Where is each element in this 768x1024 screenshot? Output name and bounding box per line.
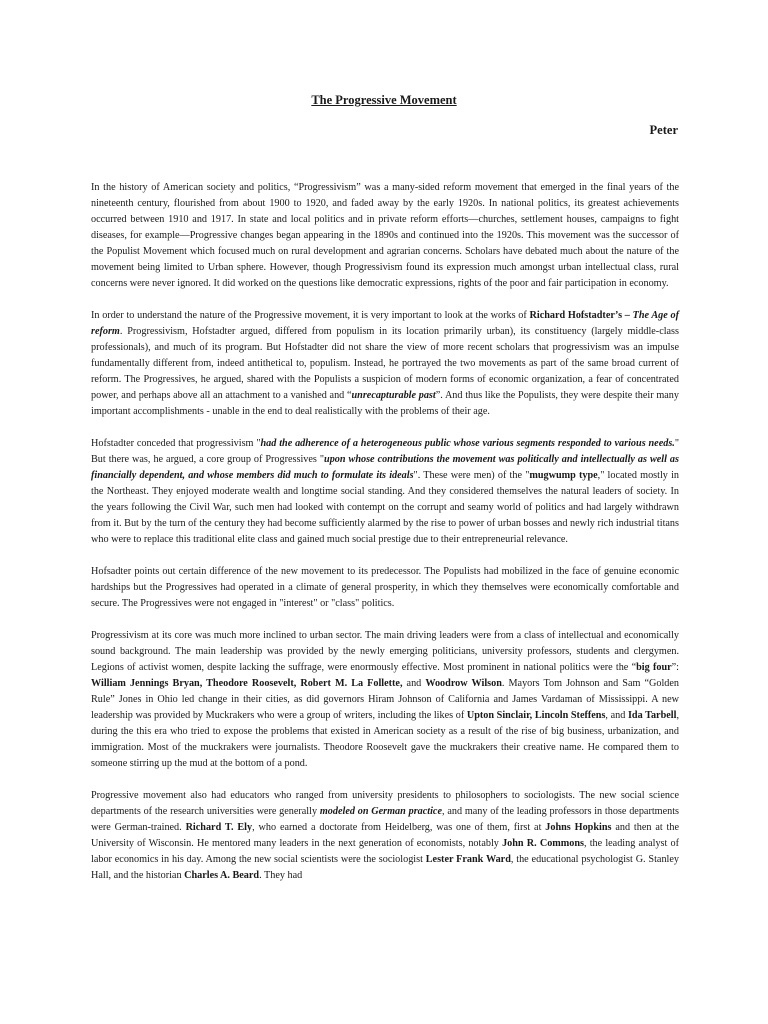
paragraph-text: . Progressivism, Hofstadter argued, differed from populism in its location primarily urban), its constituency (largely middle-class professionals), and much of its program. But Hofstadter did not share the view of more recent scholars that progressivism was an impulse fundamentally different from, indeed antithetical to, populism. Instead, he portrayed the two movements as part of the same broad current of reform. The Progressives, he argued, shared with the Populists a suspicion of modern forms of economic organization, a fear of concentrated power, and perhaps above all an attachment to a vanished and “ <box>91 326 679 401</box>
paragraph-text: , the educational psychologist G. Stanley Hall, and the historian <box>91 854 679 881</box>
paragraph-text: In the history of American society and politics, “Progressivism” was a many-sided reform movement that emerged in the final years of the nineteenth century, flourished from about 1900 to 1920, and faded away by the early 1920s. In national politics, its greatest achievements occurred between 1910 and 1917. In state and local politics and in private reform efforts—churches, settlement houses, campaigns to fight diseases, for example—Progressive changes began appearing in the 1890s and continued into the 1920s. This movement was the successor of the Populist Movement which focused much on rural development and agrarian concerns. Scholars have debated much about the nature of the movement being limited to Urban sphere. However, though Progressivism found its expression much amongst urban intellectual class, rural concerns were never ignored. It did worked on the questions like democratic expressions, rights of the poor and fair participation in economy. <box>91 182 679 289</box>
paragraph-text: , during the this era who tried to expose the problems that existed in American society as a result of the rise of big business, urbanization, and immigration. Most of the muckrakers were journalists. Theodore Roosevelt gave the muckrakers their creative name. He compared them to someone stirring up the mud at the bottom of a pond. <box>91 710 679 769</box>
document-title: The Progressive Movement <box>311 93 457 107</box>
paragraph-text: , and <box>605 710 628 721</box>
emphasis-text: unrecapturable past <box>351 390 436 401</box>
body-paragraph <box>91 180 679 292</box>
document-body <box>91 180 679 900</box>
body-paragraph <box>91 308 679 420</box>
emphasis-text: Johns Hopkins <box>545 822 612 833</box>
emphasis-text: upon whose contributions the movement was politically and intellectually as well as financially dependent, and whose members did much to formulate its ideals <box>91 454 679 481</box>
paragraph-text: ”: <box>671 662 680 673</box>
emphasis-text: Woodrow Wilson <box>425 678 502 689</box>
author-name: Peter <box>649 123 678 137</box>
emphasis-text: Richard Hofstadter’s – <box>529 310 633 321</box>
paragraph-text: , and many of the leading professors in those departments were German-trained. <box>91 806 680 833</box>
paragraph-text: ". These were men) of the " <box>413 470 530 481</box>
body-paragraph <box>91 788 679 884</box>
paragraph-text: Progressivism at its core was much more inclined to urban sector. The main driving leaders were from a class of intellectual and economically sound background. The main leadership was provided by the newly emerging politicians, university professors, students and clergymen. Legions of activist women, despite lacking the suffrage, were enormously effective. Most prominent in national politics were the “ <box>91 630 679 673</box>
paragraph-text: " But there was, he argued, a core group of Progressives " <box>91 438 679 465</box>
emphasis-text: mugwump type <box>529 470 598 481</box>
paragraph-text: Hofsadter points out certain difference of the new movement to its predecessor. The Populists had mobilized in the face of genuine economic hardships but the Progressives had operated in a climate of general prosperity, in which they themselves were economically comfortable and secure. The Progressives were not engaged in "interest" or "class" politics. <box>91 566 679 609</box>
emphasis-text: The Age of reform <box>91 310 679 337</box>
emphasis-text: Richard T. Ely <box>185 822 253 833</box>
paragraph-text: and <box>402 678 426 689</box>
emphasis-text: big four <box>636 662 672 673</box>
emphasis-text: modeled on German practice <box>319 806 442 817</box>
paragraph-text: . They had <box>259 870 303 881</box>
emphasis-text: William Jennings Bryan, Theodore Roosevelt, Robert M. La Follette, <box>91 678 403 689</box>
paragraph-text: ”. And thus like the Populists, they were despite their many important accomplishments - unable in the end to deal realistically with the problems of their age. <box>91 390 679 417</box>
emphasis-text: Ida Tarbell <box>627 710 677 721</box>
paragraph-text: . Mayors Tom Johnson and Sam “Golden Rule” Jones in Ohio led change in their cities, as did governors Hiram Johnson of California and James Vardaman of Mississippi. A new leadership was provided by Muckrakers who were a group of writers, including the likes of <box>91 678 679 721</box>
emphasis-text: Charles A. Beard <box>184 870 260 881</box>
paragraph-text: and then at the University of Wisconsin. He mentored many leaders in the next generation of economists, notably <box>91 822 679 849</box>
emphasis-text: Lester Frank Ward <box>425 854 511 865</box>
emphasis-text: John R. Commons <box>502 838 584 849</box>
paragraph-text: Hofstadter conceded that progressivism " <box>91 438 261 449</box>
body-paragraph <box>91 564 679 612</box>
body-paragraph <box>91 628 679 772</box>
paragraph-text: ," located mostly in the Northeast. They enjoyed moderate wealth and longtime social standing. And they considered themselves the natural leaders of society. In the years following the Civil War, such men had looked with contempt on the corrupt and seamy world of politics and had largely withdrawn from it. But by the turn of the century they had become sufficiently alarmed by the rise to power of urban bosses and newly rich industrial titans who were to replace this traditional elite class and gained much social prestige due to their entrepreneurial relevance. <box>91 470 680 545</box>
emphasis-text: Upton Sinclair, Lincoln Steffens <box>466 710 606 721</box>
paragraph-text: Progressive movement also had educators who ranged from university presidents to philosophers to sociologists. The new social science departments of the research universities were generally <box>91 790 679 817</box>
paragraph-text: In order to understand the nature of the Progressive movement, it is very important to look at the works of <box>91 310 530 321</box>
paragraph-text: , the leading analyst of labor economics in his day. Among the new social scientists were the sociologist <box>91 838 679 865</box>
body-paragraph <box>91 436 679 548</box>
emphasis-text: had the adherence of a heterogeneous public whose various segments responded to various needs. <box>260 438 675 449</box>
paragraph-text: , who earned a doctorate from Heidelberg, was one of them, first at <box>252 822 546 833</box>
